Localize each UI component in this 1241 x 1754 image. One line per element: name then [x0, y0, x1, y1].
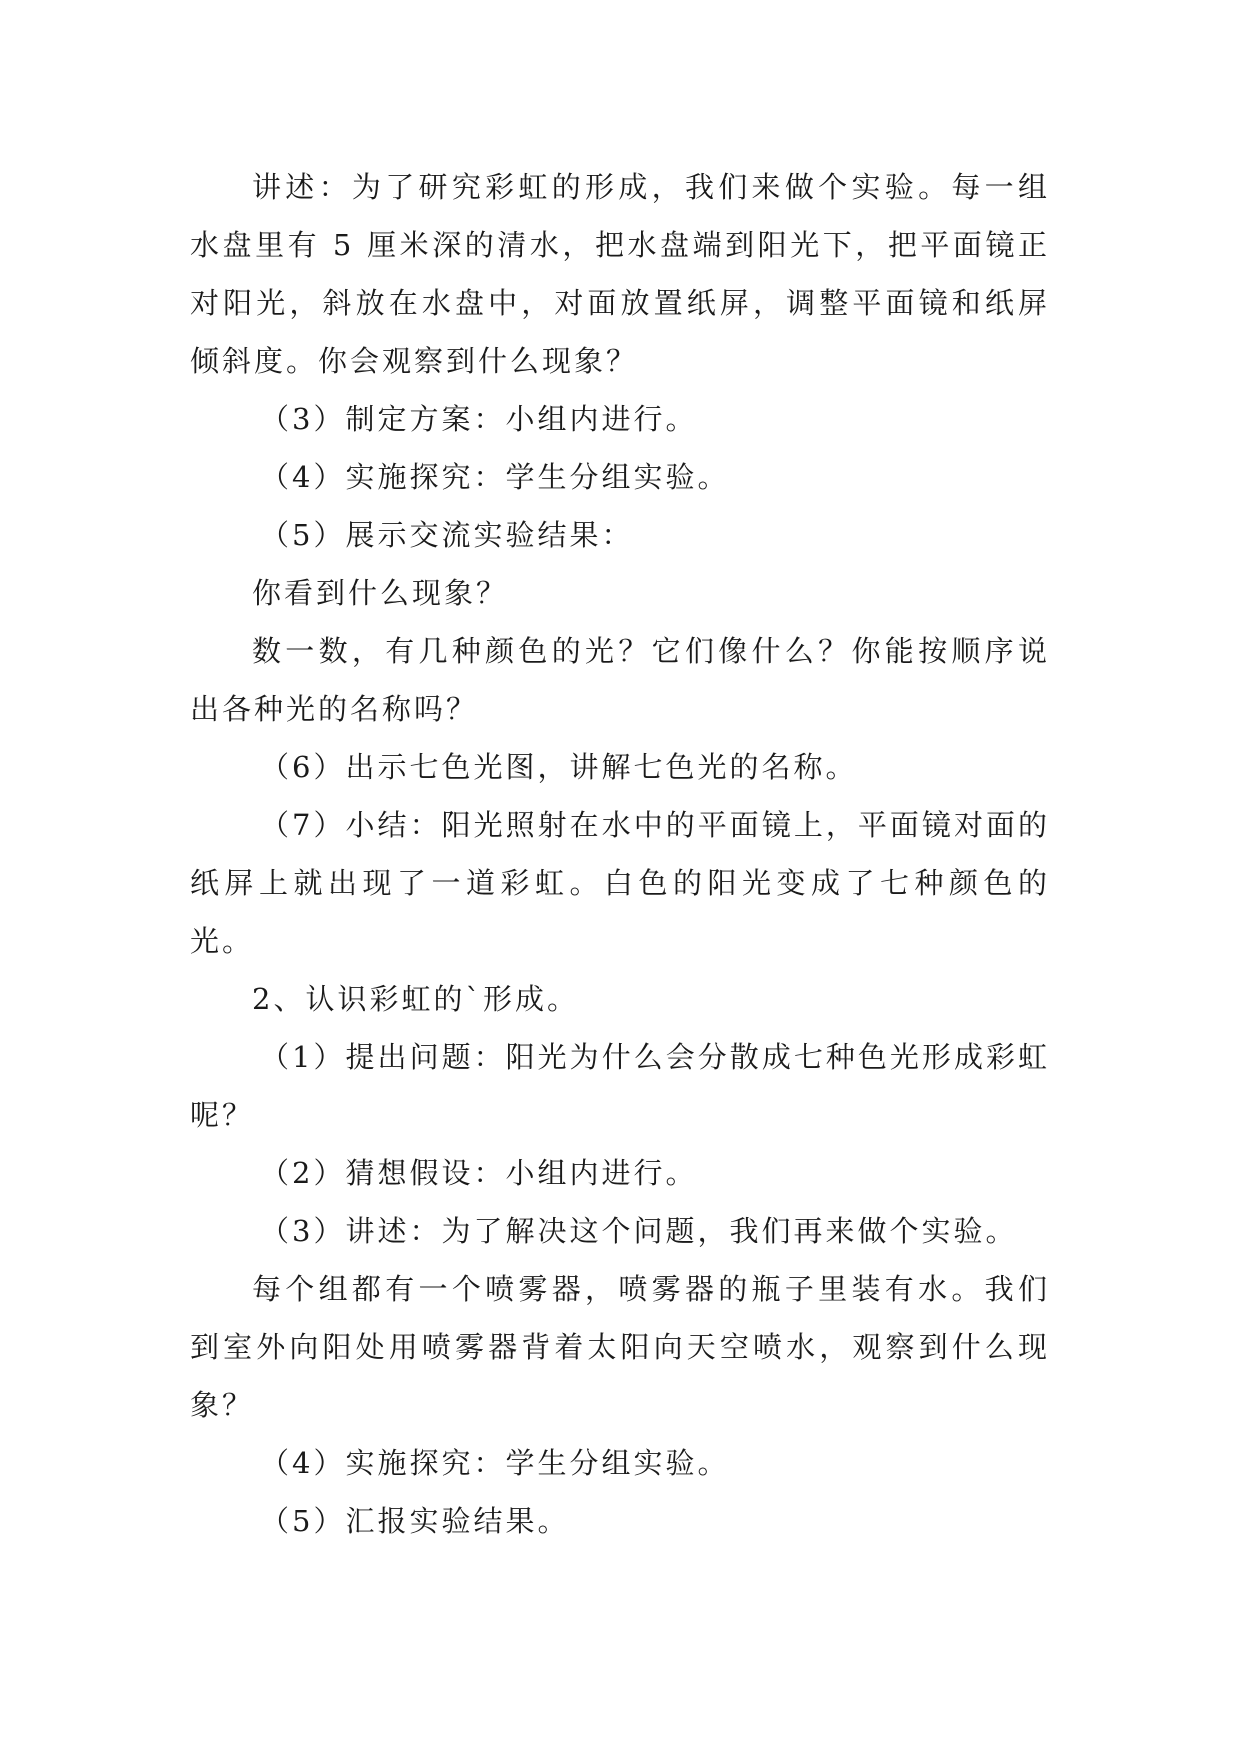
paragraph-step-5-report: （5）汇报实验结果。: [260, 1504, 570, 1538]
paragraph-step-6-show: （6）出示七色光图，讲解七色光的名称。: [260, 750, 858, 784]
paragraph-step-4-explore: （4）实施探究：学生分组实验。: [260, 460, 730, 494]
paragraph-experiment-intro: 讲述：为了研究彩虹的形成，我们来做个实验。每一组水盘里有 5 厘米深的清水，把水盘端到阳光下，把平面镜正对阳光，斜放在水盘中，对面放置纸屏，调整平面镜和纸屏倾斜度。你会观察到什么现象？: [190, 170, 1050, 378]
paragraph-step-2-hypothesis: （2）猜想假设：小组内进行。: [260, 1156, 698, 1190]
paragraph-step-3-narrate: （3）讲述：为了解决这个问题，我们再来做个实验。: [260, 1214, 1018, 1248]
paragraph-step-1-question: （1）提出问题：阳光为什么会分散成七种色光形成彩虹呢？: [190, 1040, 1050, 1132]
paragraph-step-5-results: （5）展示交流实验结果：: [260, 518, 634, 552]
paragraph-step-4-explore-2: （4）实施探究：学生分组实验。: [260, 1446, 730, 1480]
document-body: [190, 158, 1050, 1550]
paragraph-count-colors: 数一数，有几种颜色的光？它们像什么？你能按顺序说出各种光的名称吗？: [190, 634, 1050, 726]
paragraph-section-2-heading: 2、认识彩虹的`形成。: [252, 982, 579, 1016]
paragraph-step-7-summary: （7）小结：阳光照射在水中的平面镜上，平面镜对面的纸屏上就出现了一道彩虹。白色的阳光变成了七种颜色的光。: [190, 808, 1050, 958]
paragraph-question-what-seen: 你看到什么现象？: [252, 576, 509, 610]
paragraph-step-3-plan: （3）制定方案：小组内进行。: [260, 402, 698, 436]
paragraph-sprayer-experiment: 每个组都有一个喷雾器，喷雾器的瓶子里装有水。我们到室外向阳处用喷雾器背着太阳向天空喷水，观察到什么现象？: [190, 1272, 1050, 1422]
